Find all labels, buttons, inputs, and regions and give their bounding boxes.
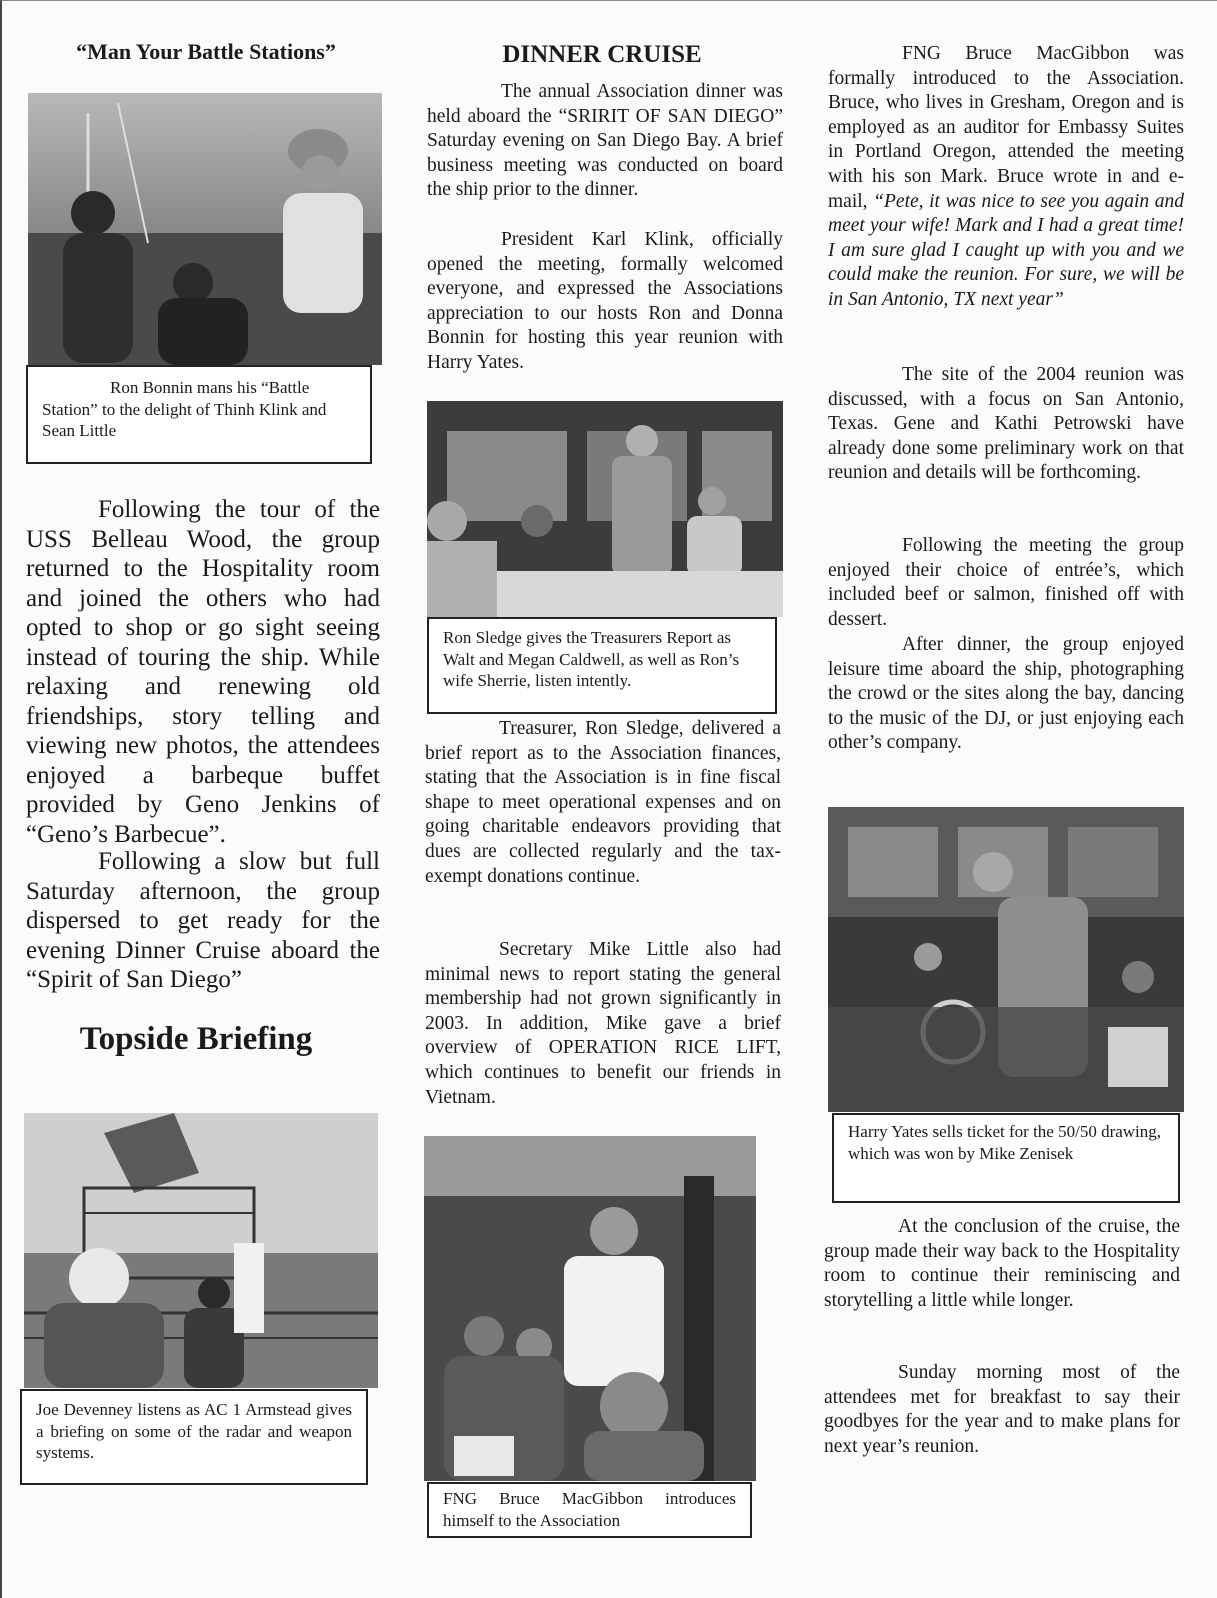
topside-briefing-caption <box>20 1389 368 1485</box>
fng-introduction-caption <box>427 1482 752 1538</box>
hospitality-paragraph: Following the tour of the USS Belleau Wood, the group returned to the Hospitality room and joined the others who had opted to shop or go sight seeing instead of touring the ship. While relaxing and renewing old friendships, story telling and viewing new photos, the attendees enjoyed a barbeque buffet provided by Geno Jenkins of “Geno’s Barbecue”. <box>26 496 380 848</box>
raffle-ticket-photo <box>828 807 1184 1112</box>
caption-text: Harry Yates sells ticket for the 50/50 drawing, which was won by Mike Zenisek <box>848 1122 1162 1163</box>
afternoon-paragraph: Following a slow but full Saturday afternoon, the group dispersed to get ready for the evening Dinner Cruise aboard the “Spirit of San Diego” <box>26 848 380 993</box>
caption-text: Ron Bonnin mans his “Battle Station” to the delight of Thinh Klink and Sean Little <box>42 378 327 440</box>
treasurer-paragraph: Treasurer, Ron Sledge, delivered a brief report as to the Association finances, stating that the Association is in fine fiscal shape to meet operational expenses and on going charitable endeavors providing that dues are collected regularly and the tax-exempt donations continue. <box>425 718 781 887</box>
battle-station-photo <box>28 93 382 365</box>
fng-paragraph <box>828 42 1184 313</box>
treasurer-report-photo <box>427 401 783 617</box>
battle-stations-heading: “Man Your Battle Stations” <box>76 39 336 64</box>
sunday-paragraph: Sunday morning most of the attendees met for breakfast to say their goodbyes for the year and to make plans for next year’s reunion. <box>824 1362 1180 1457</box>
entree-paragraph: Following the meeting the group enjoyed their choice of entrée’s, which included beef or salmon, finished off with dessert. <box>828 535 1184 630</box>
caption-text: Joe Devenney listens as AC 1 Armstead gives a briefing on some of the radar and weapon systems. <box>36 1400 352 1462</box>
dinner-intro-paragraph: The annual Association dinner was held aboard the “SRIRIT OF SAN DIEGO” Saturday evening on San Diego Bay. A brief business meeting was conducted on board the ship prior to the dinner. <box>427 81 783 201</box>
fng-paragraph-intro: FNG Bruce MacGibbon was formally introduced to the Association. Bruce, who lives in Gresham, Oregon and is employed as an auditor for Embassy Suites in Portland Oregon, attended the meeting with his son Mark. Bruce wrote in and e-mail, <box>828 43 1184 212</box>
topside-briefing-heading: Topside Briefing <box>79 1021 313 1057</box>
president-paragraph: President Karl Klink, officially opened the meeting, formally welcomed everyone, and expressed the Associations appreciation to our hosts Ron and Donna Bonnin for hosting this year reunion with Harry Yates. <box>427 229 783 373</box>
fng-email-quote: “Pete, it was nice to see you again and meet your wife! Mark and I had a great time! I am sure glad I caught up with you and we could make the reunion. For sure, we will be in San Antonio, TX next year” <box>828 190 1184 310</box>
after-dinner-paragraph: After dinner, the group enjoyed leisure time aboard the ship, photographing the crowd or the sites along the bay, dancing to the music of the DJ, or just enjoying each other’s company. <box>828 634 1184 754</box>
dinner-cruise-heading: DINNER CRUISE <box>502 41 702 68</box>
topside-briefing-photo <box>24 1113 378 1388</box>
battle-station-caption <box>26 365 372 464</box>
fng-introduction-photo <box>424 1136 756 1481</box>
treasurer-report-caption <box>427 617 777 714</box>
raffle-ticket-caption <box>832 1113 1180 1203</box>
secretary-paragraph: Secretary Mike Little also had minimal news to report stating the general membership had not grown significantly in 2003. In addition, Mike gave a brief overview of OPERATION RICE LIFT, which continues to benefit our friends in Vietnam. <box>425 939 781 1108</box>
reunion-site-paragraph: The site of the 2004 reunion was discussed, with a focus on San Antonio, Texas. Gene and Kathi Petrowski have already done some preliminary work on that reunion and details will be forthcoming. <box>828 364 1184 484</box>
conclusion-paragraph: At the conclusion of the cruise, the group made their way back to the Hospitality room to continue their reminiscing and storytelling a little while longer. <box>824 1216 1180 1311</box>
caption-text: Ron Sledge gives the Treasurers Report as Walt and Megan Caldwell, as well as Ron’s wife Sherrie, listen intently. <box>443 628 740 690</box>
caption-text: FNG Bruce MacGibbon introduces himself to the Association <box>443 1489 736 1530</box>
